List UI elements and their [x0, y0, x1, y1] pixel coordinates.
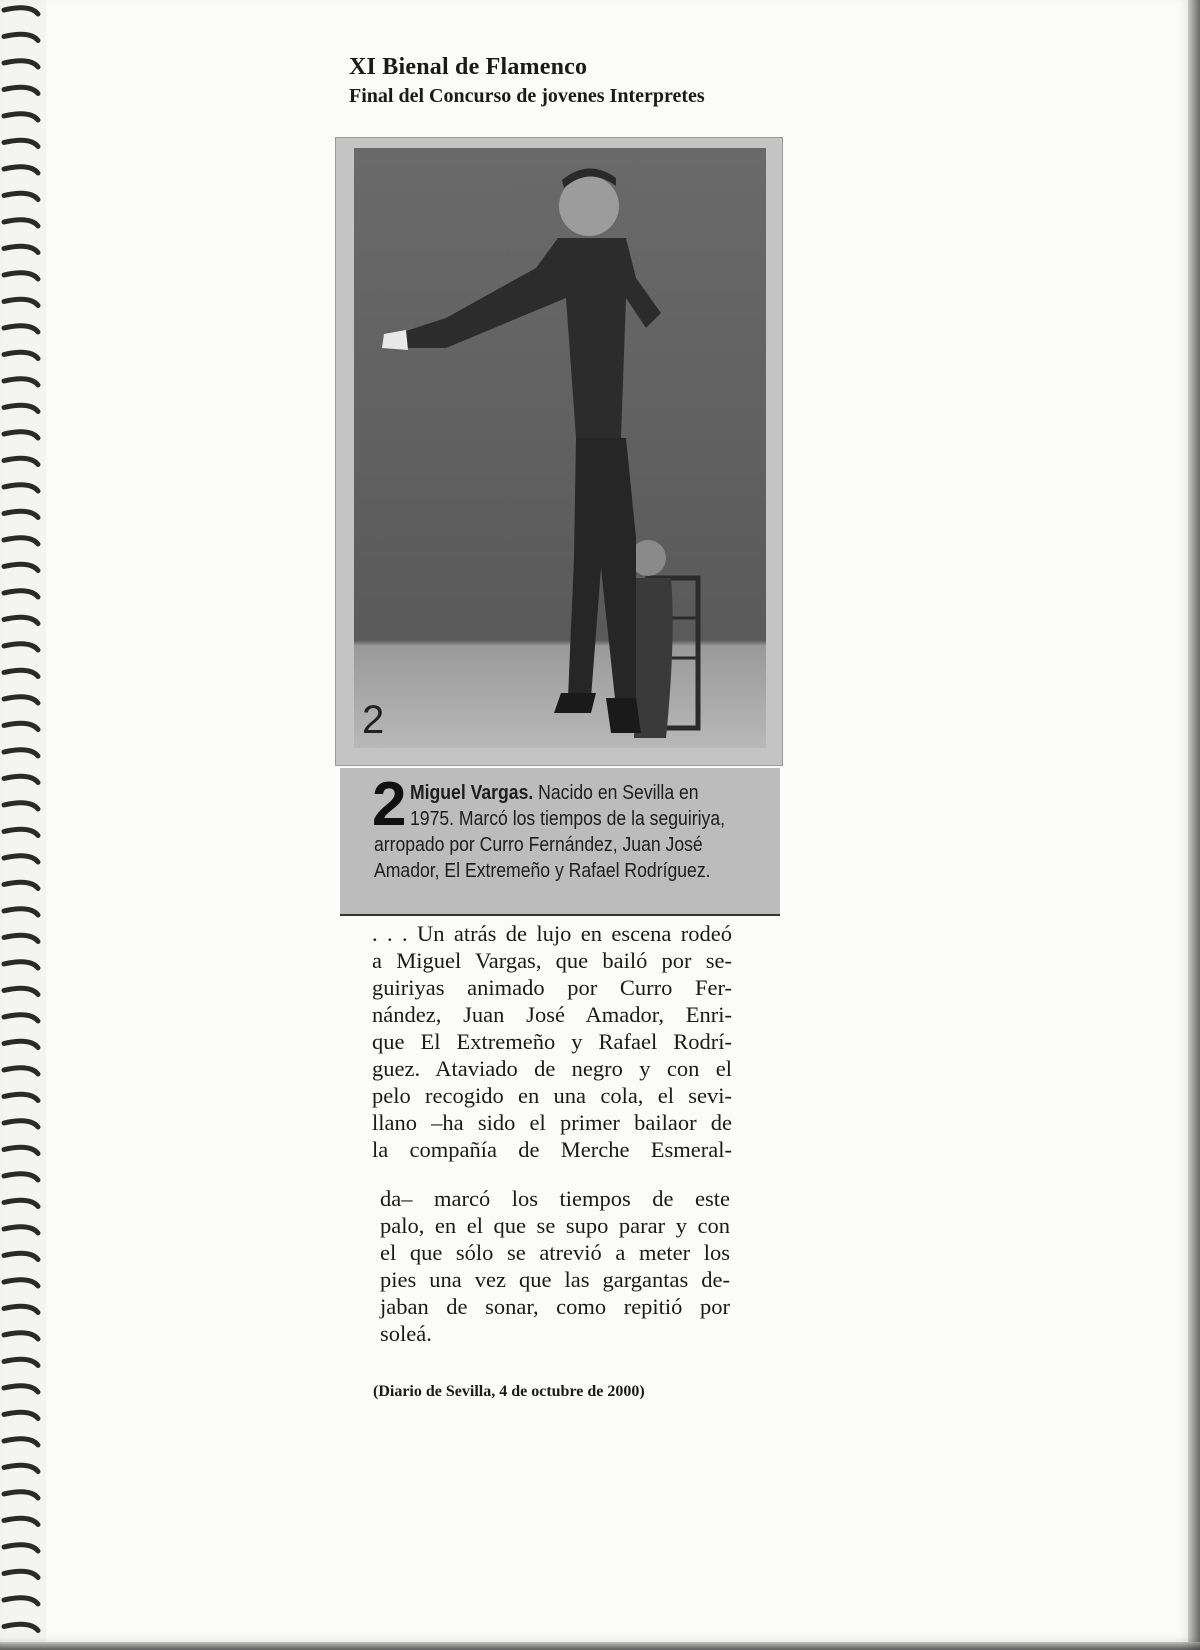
- article-line: guez. Ataviado de negro y con el: [372, 1056, 732, 1081]
- source-citation: (Diario de Sevilla, 4 de octubre de 2000): [373, 1383, 645, 1400]
- page-subtitle: Final del Concurso de jovenes Interpretes: [349, 85, 705, 107]
- article-line: el que sólo se atrevió a meter los: [380, 1240, 730, 1265]
- article-line: soleá.: [380, 1321, 432, 1346]
- caption-number: 2: [372, 770, 407, 839]
- caption-text: Nacido en Sevilla en: [533, 782, 699, 804]
- article-line: a Miguel Vargas, que bailó por se-: [372, 948, 732, 973]
- article-line: que El Extremeño y Rafael Rodrí-: [372, 1029, 732, 1054]
- caption-line-1: [410, 780, 699, 806]
- page-title: XI Bienal de Flamenco: [349, 54, 588, 80]
- article-line: llano –ha sido el primer bailaor de: [372, 1110, 732, 1135]
- article-line: nández, Juan José Amador, Enri-: [372, 1002, 732, 1027]
- article-column-1: [372, 920, 732, 1163]
- dancer-photo: [335, 137, 783, 766]
- article-line: pies una vez que las gargantas de-: [380, 1267, 730, 1292]
- photo-number: 2: [362, 698, 385, 742]
- page-edge-bottom: [0, 1642, 1200, 1650]
- spiral-binding: [0, 0, 46, 1650]
- article-line: pelo recogido en una cola, el sevi-: [372, 1083, 732, 1108]
- article-line: guiriyas animado por Curro Fer-: [372, 975, 732, 1000]
- caption-name: Miguel Vargas.: [410, 782, 534, 804]
- article-line: . . . Un atrás de lujo en escena rodeó: [372, 921, 732, 946]
- article-line: la compañía de Merche Esmeral-: [372, 1137, 732, 1162]
- article-line: da– marcó los tiempos de este: [380, 1186, 730, 1211]
- photo-caption: [340, 768, 780, 916]
- caption-line-4: Amador, El Extremeño y Rafael Rodríguez.: [374, 860, 711, 882]
- article-line: jaban de sonar, como repitió por: [380, 1294, 730, 1319]
- caption-line-2: 1975. Marcó los tiempos de la seguiriya,: [410, 808, 726, 830]
- caption-line-3: arropado por Curro Fernández, Juan José: [374, 834, 703, 856]
- article-line: palo, en el que se supo parar y con: [380, 1213, 730, 1238]
- page-edge-right: [1188, 0, 1200, 1650]
- article-column-2: [380, 1185, 730, 1347]
